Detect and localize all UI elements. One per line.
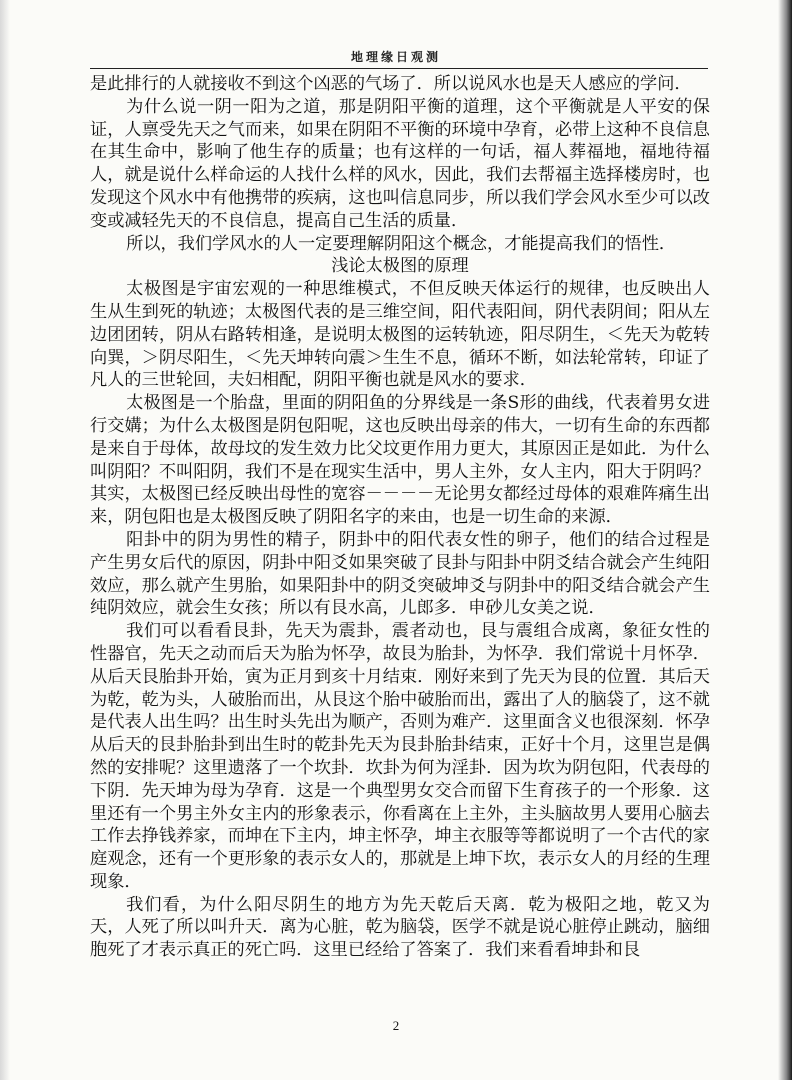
paragraph-understanding: 所以，我们学风水的人一定要理解阴阳这个概念，才能提高我们的悟性． [126, 233, 677, 254]
paragraph-yang-gua: 阳卦中的阴为男性的精子，阴卦中的阳代表女性的卵子，他们的结合过程是产生男女后代的原因，阴卦中阳爻如果突破了艮卦与阳卦中阴爻结合就会产生纯阳效应，那么就产生男胎，如果阳卦中的阴爻突破坤爻与阴卦中的阳爻结合就会产生纯阴效应，就会生女孩；所以有艮水高，儿郎多．申砂儿女美之说． [90, 529, 710, 619]
page-right-edge [778, 0, 792, 1080]
paragraph-gen-gua: 我们可以看看艮卦，先天为震卦，震者动也，艮与震组合成离，象征女性的性器官，先天之动而后天为胎为怀孕，故艮为胎卦，为怀孕．我们常说十月怀孕．从后天艮胎卦开始，寅为正月到亥十月结束．刚好来到了先天为艮的位置．其后天为乾，乾为头，人破胎而出，从艮这个胎中破胎而出，露出了人的脑袋了，这不就是代表人出生吗？出生时头先出为顺产，否则为难产．这里面含义也很深刻．怀孕从后天的艮卦胎卦到出生时的乾卦先天为艮卦胎卦结束，正好十个月，这里岂是偶然的安排呢？这里遗落了一个坎卦．坎卦为何为淫卦．因为坎为阴包阳，代表母的下阴．先天坤为母为孕育．这是一个典型男女交合而留下生育孩子的一个形象．这里还有一个男主外女主内的形象表示，你看离在上主外，主头脑故男人要用心脑去工作去挣钱养家，而坤在下主内，坤主怀孕，坤主衣服等等都说明了一个古代的家庭观念，还有一个更形象的表示女人的，那就是上坤下坎，表示女人的月经的生理现象． [90, 621, 710, 892]
paragraph-taiji-model: 太极图是宇宙宏观的一种思维模式，不但反映天体运行的规律，也反映出人生从生到死的轨迹；太极图代表的是三维空间，阳代表阳间，阴代表阴间；阳从左边团团转，阴从右路转相逢，是说明太极图的运转轨迹，阳尽阴生，＜先天为乾转向巽，＞阴尽阳生，＜先天坤转向震＞生生不息，循环不断，如法轮常转，印证了凡人的三世轮回，夫妇相配，阴阳平衡也就是风水的要求． [90, 279, 710, 391]
section-title: 浅论太极图的原理 [331, 256, 469, 277]
running-header: 地理缘日观测 [350, 50, 441, 64]
body-text [90, 73, 710, 962]
paragraph-qian-li: 我们看，为什么阳尽阴生的地方为先天乾后天离．乾为极阳之地，乾又为天，人死了所以叫升天．离为心脏，乾为脑袋，医学不就是说心脏停止跳动，脑细胞死了才表示真正的死亡吗．这里已经给了答案了．我们来看看坤卦和艮 [90, 894, 710, 961]
page-left-edge [0, 0, 10, 1080]
paragraph-taiji-placenta: 太极图是一个胎盘，里面的阴阳鱼的分界线是一条S形的曲线，代表着男女进行交媾；为什么太极图是阴包阳呢，这也反映出母亲的伟大，一切有生命的东西都是来自于母体，故母坟的发生效力比父坟更作用力更大，其原因正是如此．为什么叫阴阳？不叫阳阴，我们不是在现实生活中，男人主外，女人主内，阳大于阴吗？其实，太极图已经反映出母性的宽容－－－－无论男女都经过母体的艰难阵痛生出来，阴包阳也是太极图反映了阴阳名字的来由，也是一切生命的来源． [90, 393, 710, 528]
header-rule [90, 68, 708, 69]
paragraph-yin-yang-balance: 为什么说一阴一阳为之道，那是阴阳平衡的道理，这个平衡就是人平安的保证，人禀受先天之气而来，如果在阴阳不平衡的环境中孕育，必带上这种不良信息在其生命中，影响了他生存的质量；也有这样的一句话，福人葬福地，福地待福人，就是说什么样命运的人找什么样的风水，因此，我们去帮福主选择楼房时，也发现这个风水中有他携带的疾病，这也叫信息同步，所以我们学会风水至少可以改变或减轻先天的不良信息，提高自己生活的质量． [90, 96, 710, 231]
page-number: 2 [392, 1018, 400, 1033]
paragraph-continuation: 是此排行的人就接收不到这个凶恶的气场了．所以说风水也是天人感应的学问． [90, 74, 692, 94]
